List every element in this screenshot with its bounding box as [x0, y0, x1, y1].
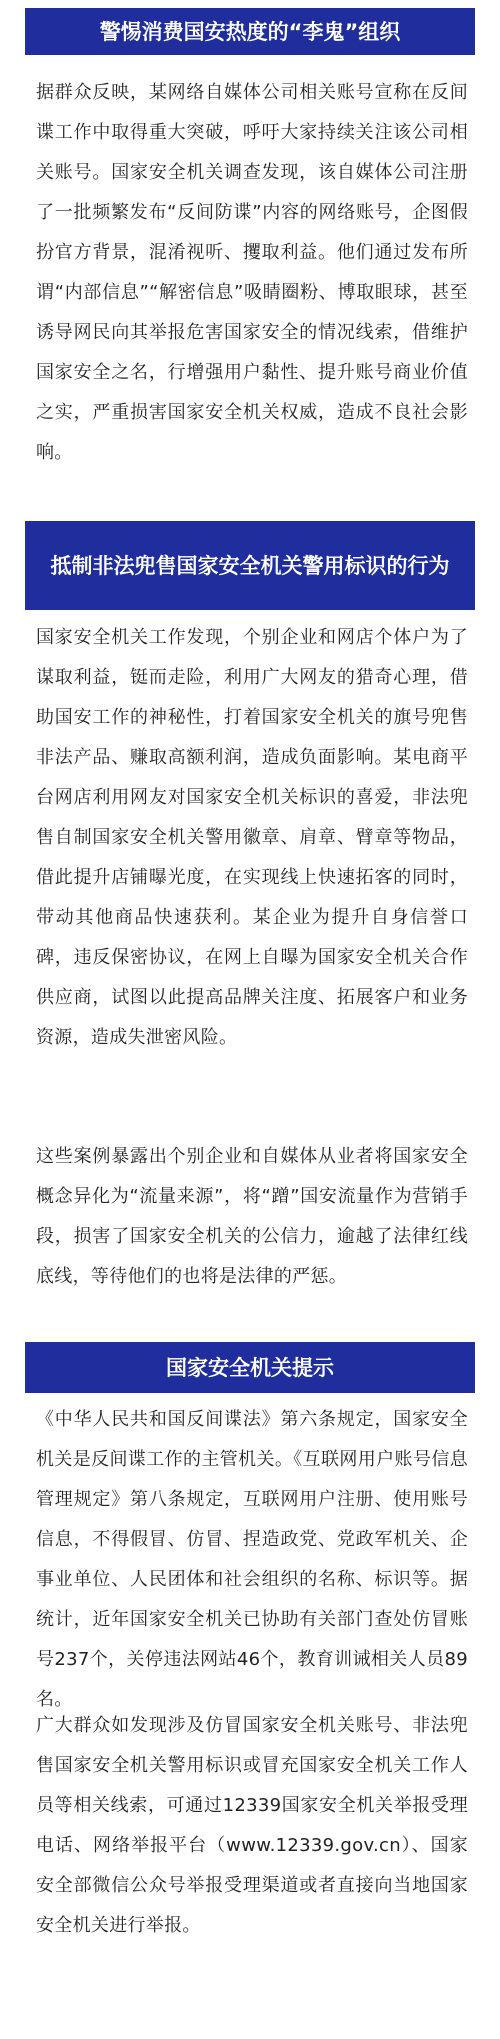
section-heading-illegal-insignia-sales	[25, 521, 475, 610]
section-heading-text: 抵制非法兜售国家安全机关警用标识的行为	[50, 553, 450, 578]
section-heading-security-notice	[25, 1342, 475, 1393]
paragraph-insignia-cases: 国家安全机关工作发现，个别企业和网店个体户为了谋取利益，铤而走险，利用广大网友的猎奇心理，借助国安工作的神秘性，打着国家安全机关的旗号兜售非法产品、赚取高额利润，造成负面影响。某电商平台网店利用网友对国家安全机关标识的喜爱，非法兜售自制国家安全机关警用徽章、肩章、臂章等物品，借此提升店铺曝光度，在实现线上快速拓客的同时，带动其他商品快速获利。某企业为提升自身信誉口碑，违反保密协议，在网上自曝为国家安全机关合作供应商，试图以此提高品牌关注度、拓展客户和业务资源，造成失泄密风险。	[36, 627, 468, 1048]
paragraph-legal-provisions: 《中华人民共和国反间谍法》第六条规定，国家安全机关是反间谍工作的主管机关。《互联网用户账号信息管理规定》第八条规定，互联网用户注册、使用账号信息，不得假冒、仿冒、捏造政党、党政军机关、企事业单位、人民团体和社会组织的名称、标识等。据统计，近年国家安全机关已协助有关部门查处仿冒账号237个，关停违法网站46个，教育训诫相关人员89名。	[36, 1409, 468, 1710]
paragraph-reporting-channels: 广大群众如发现涉及仿冒国家安全机关账号、非法兜售国家安全机关警用标识或冒充国家安全机关工作人员等相关线索，可通过12339国家安全机关举报受理电话、网络举报平台（www.12339.gov.cn）、国家安全部微信公众号举报受理渠道或者直接向当地国家安全机关进行举报。	[36, 1715, 468, 1936]
paragraph-fake-media-accounts: 据群众反映，某网络自媒体公司相关账号宣称在反间谍工作中取得重大突破，呼吁大家持续关注该公司相关账号。国家安全机关调查发现，该自媒体公司注册了一批频繁发布“反间防谍”内容的网络账号，企图假扮官方背景，混淆视听、攫取利益。他们通过发布所谓“内部信息”“解密信息”吸睛圈粉、博取眼球，甚至诱导网民向其举报危害国家安全的情况线索，借维护国家安全之名，行增强用户黏性、提升账号商业价值之实，严重损害国家安全机关权威，造成不良社会影响。	[36, 82, 468, 463]
section-heading-fake-organizations	[25, 8, 475, 55]
paragraph-cases-summary: 这些案例暴露出个别企业和自媒体从业者将国家安全概念异化为“流量来源”，将“蹭”国安流量作为营销手段，损害了国家安全机关的公信力，逾越了法律红线底线，等待他们的也将是法律的严惩。	[36, 1146, 468, 1287]
section-heading-text: 警惕消费国安热度的“李鬼”组织	[99, 19, 401, 44]
section-heading-text: 国家安全机关提示	[166, 1355, 334, 1380]
